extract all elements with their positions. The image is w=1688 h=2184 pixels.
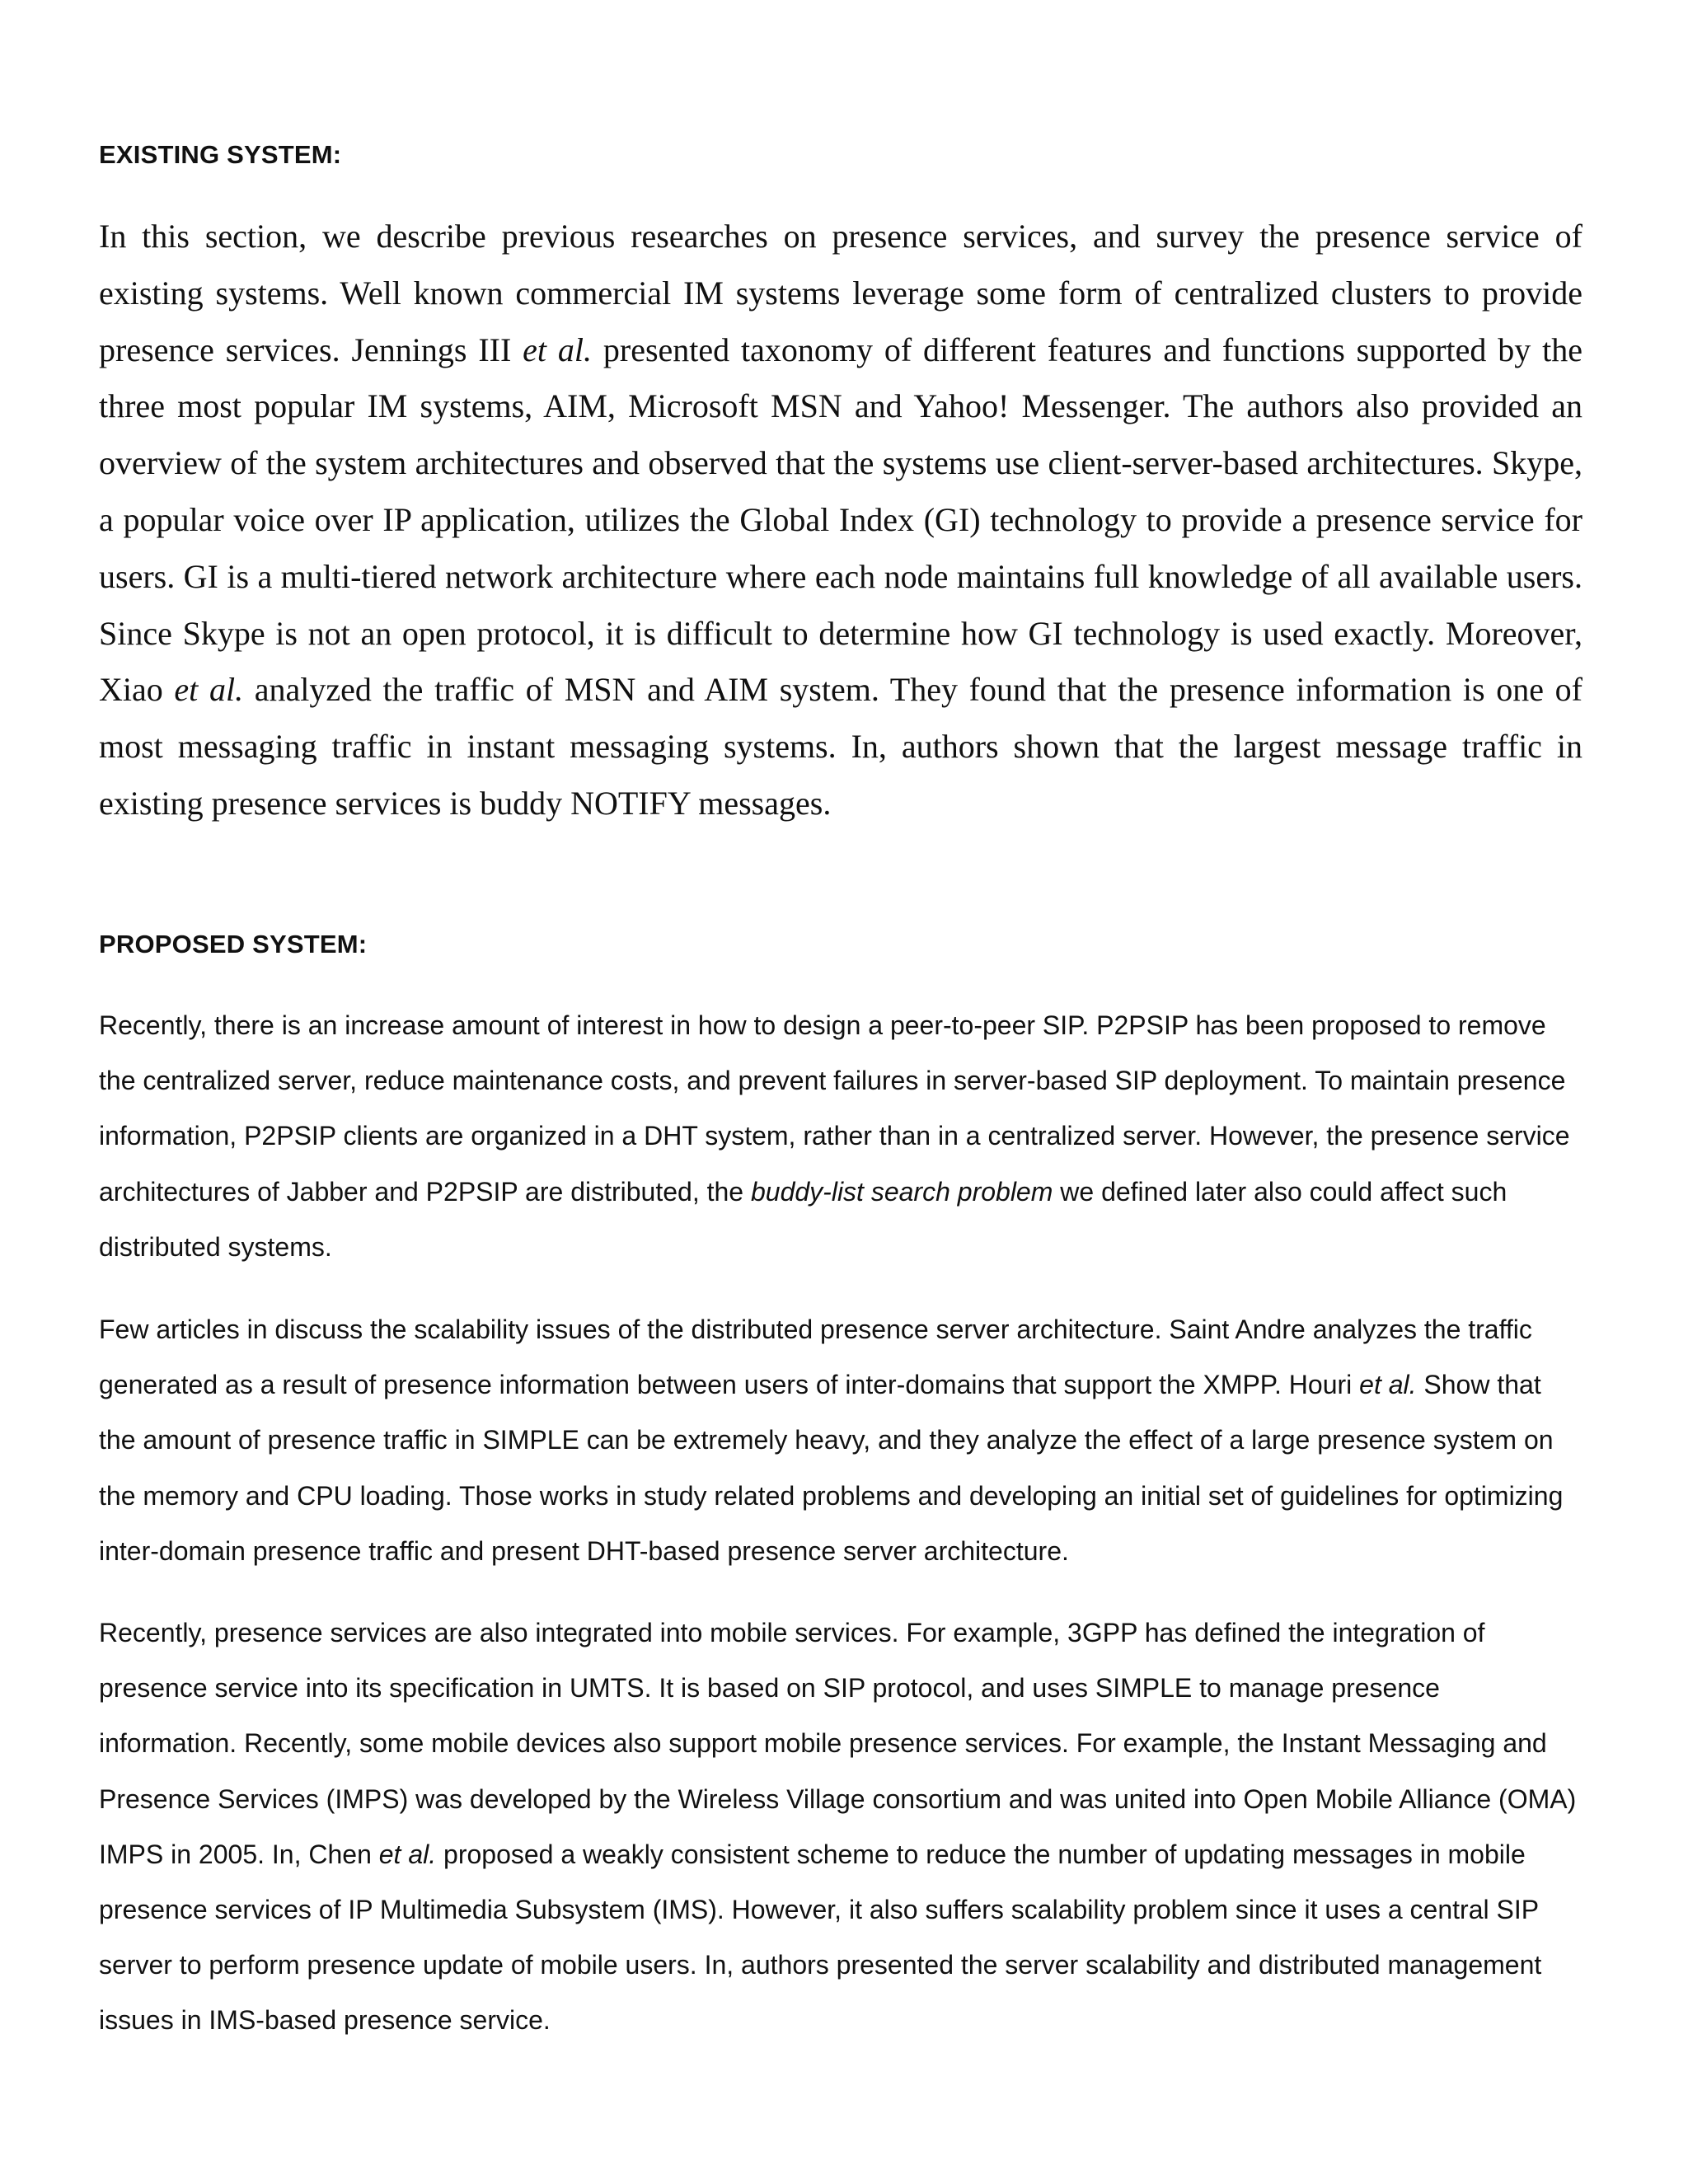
text-run: presented taxonomy of different features and functions supported by the three most popular IM systems, AIM, Microsoft MSN and Yahoo! Messenger. The authors also provided an overview of the system architectures and observed that the systems use client-server-based architectures. Skype, a popular voice over IP application, utilizes the Global Index (GI) technology to provide a presence service for users. GI is a multi-tiered network architecture where each node maintains full knowledge of all available users. Since Skype is not an open protocol, it is difficult to determine how GI technology is used exactly. Moreover, Xiao xyxy=(99,330,1583,709)
text-run: Show that the amount of presence traffic in SIMPLE can be extremely heavy, and they analyze the effect of a large presence system on the memory and CPU loading. Those works in study related problems and developing an initial set of guidelines for optimizing inter-domain presence traffic and present DHT-based presence server architecture. xyxy=(99,1370,1564,1566)
existing-system-paragraph xyxy=(99,209,1582,832)
proposed-paragraph-3 xyxy=(99,1605,1582,2049)
text-run: proposed a weakly consistent scheme to reduce the number of updating messages in mobile presence services of IP Multimedia Subsystem (IMS). However, it also suffers scalability problem since it uses a central SIP server to perform presence update of mobile users. In, authors presented the server scalability and distributed management issues in IMS-based presence service. xyxy=(99,1839,1542,2036)
text-run: In this section, we describe previous researches on presence services, and survey the presence service of existing systems. Well known commercial IM systems leverage some form of centralized clusters to provide presence services. Jennings III xyxy=(99,218,1582,368)
italic-text: et al. xyxy=(174,671,244,709)
existing-system-heading: EXISTING SYSTEM: xyxy=(99,140,342,169)
italic-text: buddy-list search problem xyxy=(750,1176,1053,1207)
proposed-paragraph-2 xyxy=(99,1302,1582,1579)
text-run: we defined later also could affect such distributed systems. xyxy=(99,1176,1507,1262)
text-run: Recently, presence services are also integrated into mobile services. For example, 3GPP has defined the integration of presence service into its specification in UMTS. It is based on SIP protocol, and uses SIMPLE to manage presence information. Recently, some mobile devices also support mobile presence services. For example, the Instant Messaging and Presence Services (IMPS) was developed by the Wireless Village consortium and was united into Open Mobile Alliance (OMA) IMPS in 2005. In, Chen xyxy=(99,1618,1577,1869)
italic-text: et al. xyxy=(1359,1370,1417,1400)
text-run: Few articles in discuss the scalability issues of the distributed presence server architecture. Saint Andre analyzes the traffic generated as a result of presence information between users of inter-domains that support the XMPP. Houri xyxy=(99,1315,1532,1400)
proposed-system-heading: PROPOSED SYSTEM: xyxy=(99,930,368,958)
text-run: Recently, there is an increase amount of interest in how to design a peer-to-peer SIP. P2PSIP has been proposed to remove the centralized server, reduce maintenance costs, and prevent failures in server-based SIP deployment. To maintain presence information, P2PSIP clients are organized in a DHT system, rather than in a centralized server. However, the presence service architectures of Jabber and P2PSIP are distributed, the xyxy=(99,1010,1570,1207)
italic-text: et al. xyxy=(523,330,593,368)
text-run: analyzed the traffic of MSN and AIM system. They found that the presence information is one of most messaging traffic in instant messaging systems. In, authors shown that the largest message traffic in existing presence services is buddy NOTIFY messages. xyxy=(99,671,1582,822)
proposed-paragraph-1 xyxy=(99,998,1582,1275)
italic-text: et al. xyxy=(378,1839,437,1869)
